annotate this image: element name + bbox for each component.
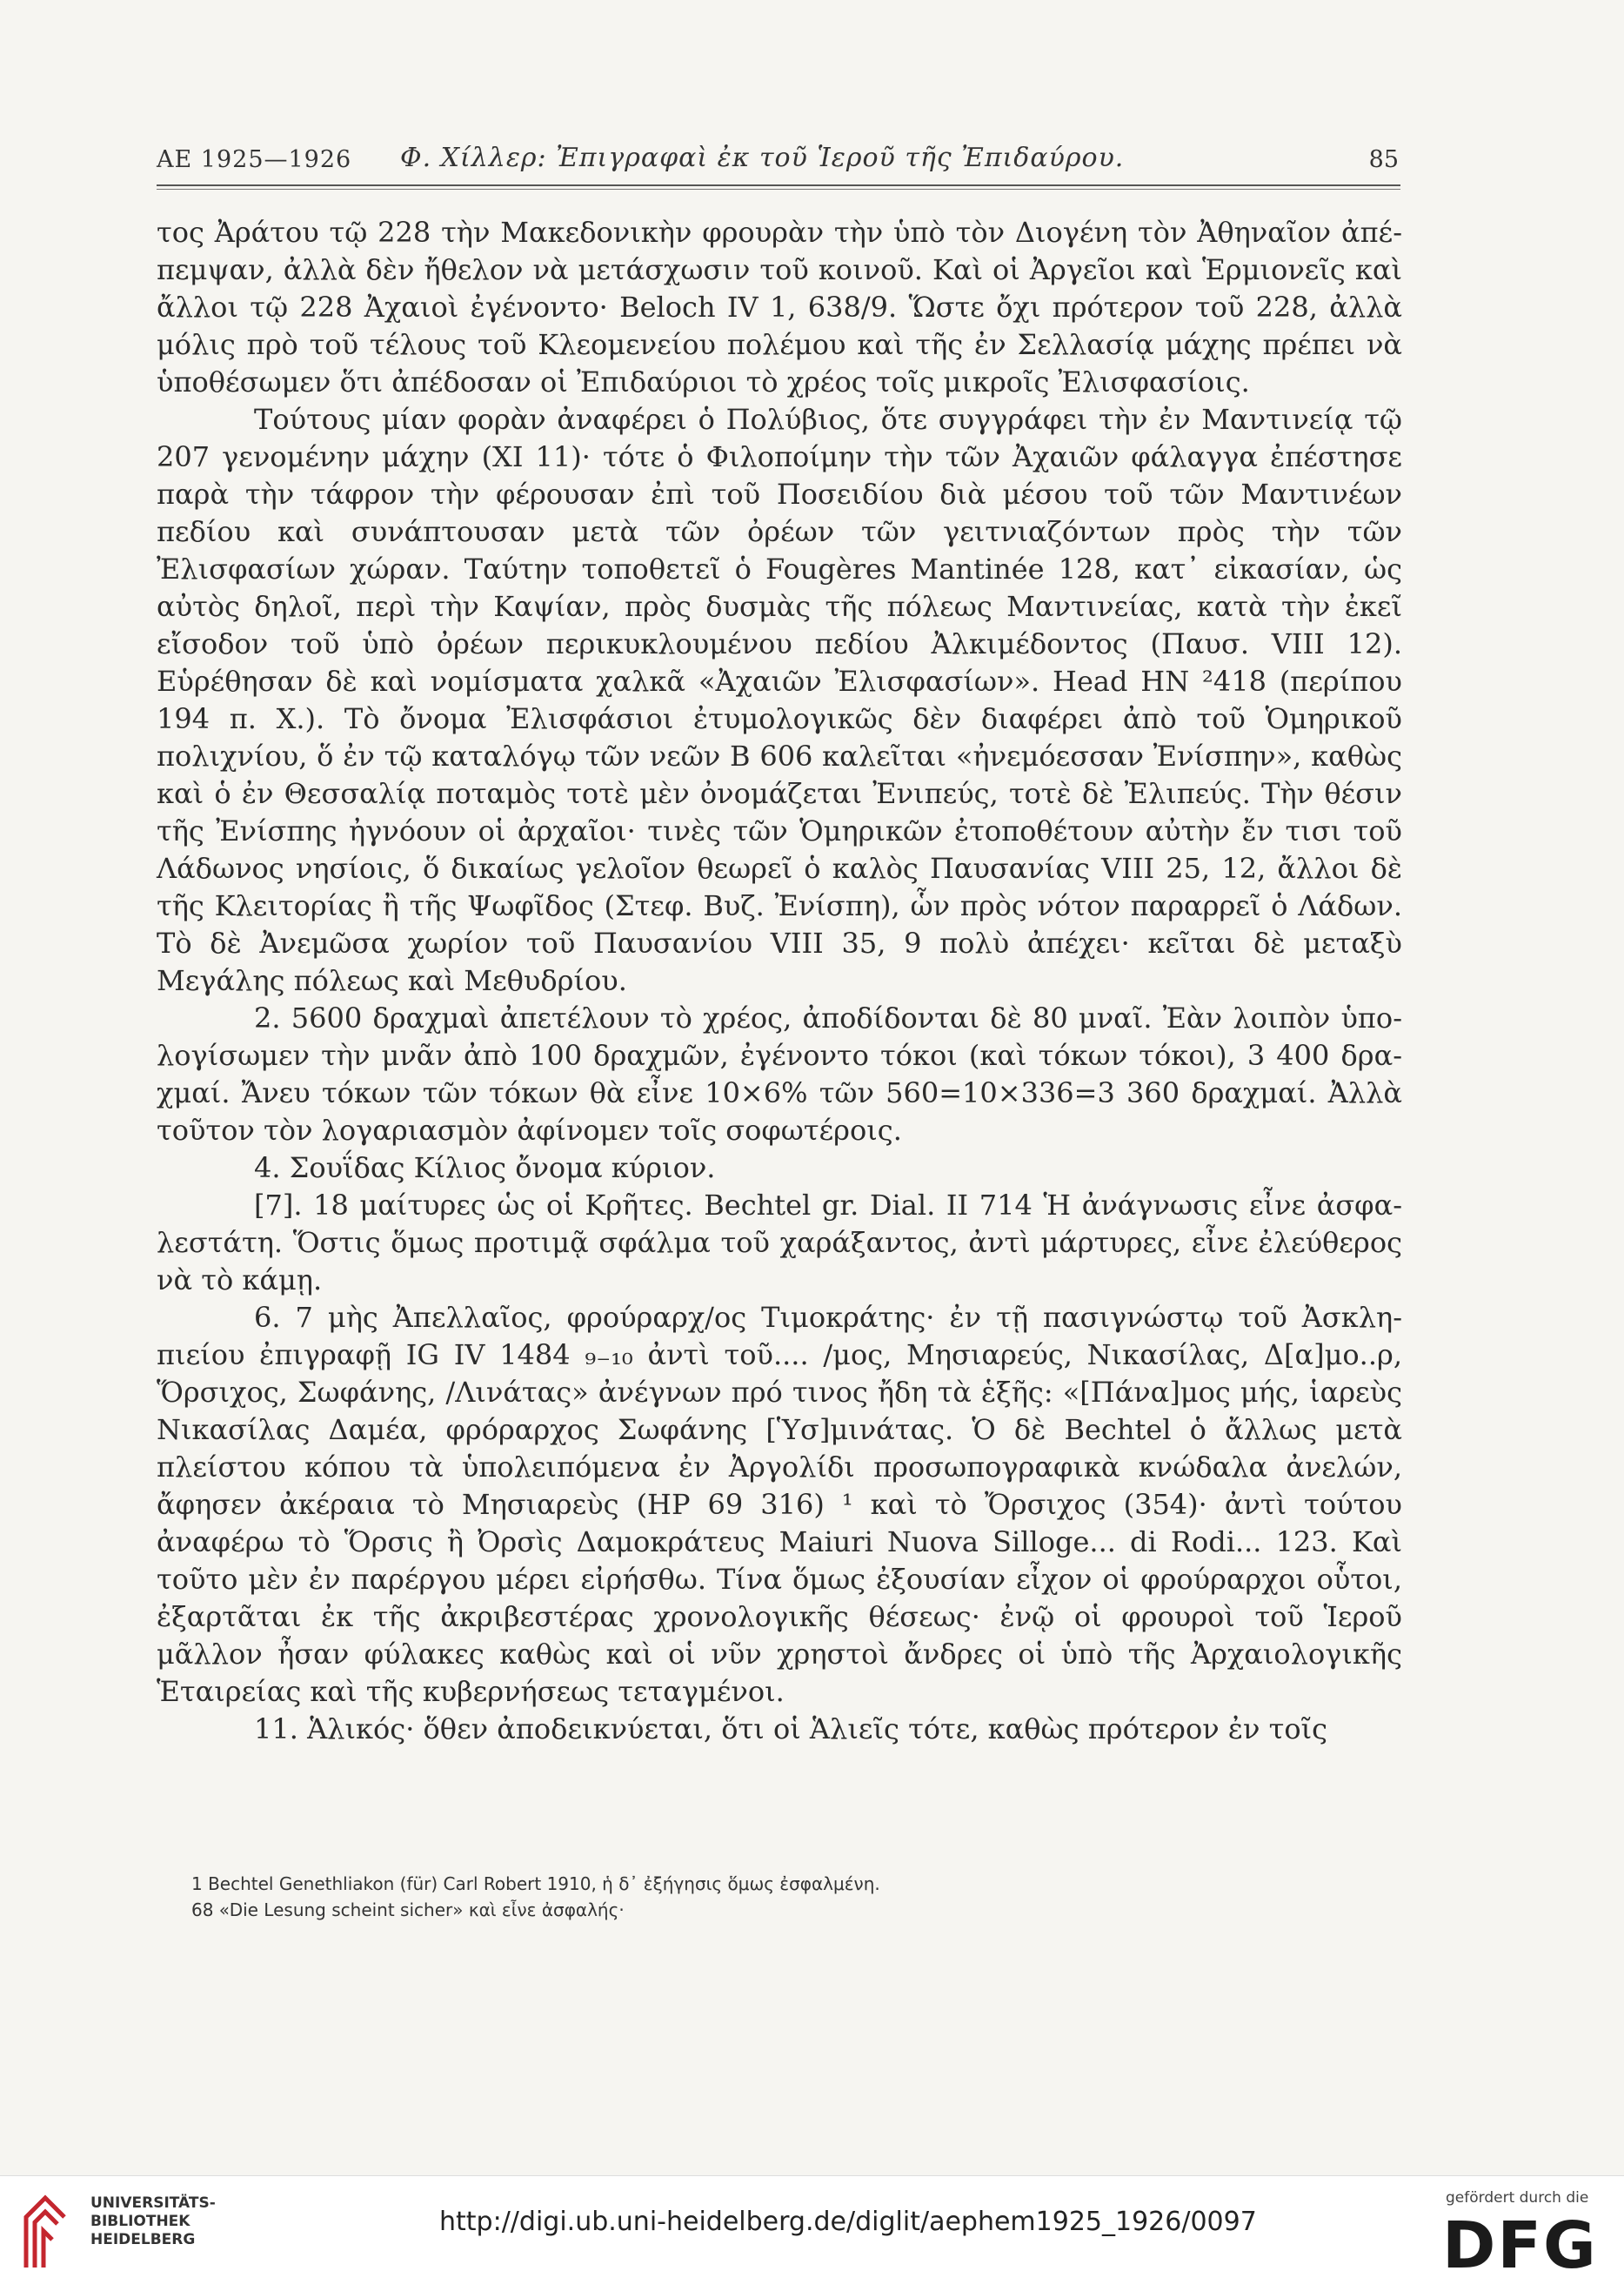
paragraph-6: 6. 7 μὴς Ἀπελλαῖος, φρούραρχ/ος Τιμοκράτης· ἐν τῇ πασιγνώστῳ τοῦ Ἀσκληπιείου ἐπιγραφῇ IG IV 1484 ₉₋₁₀ ἀντὶ τοῦ.... /μος, Μησιαρεύς, Νικασίλας, Δ[α]μο..ρ, Ὅρσιχος, Σωφάνης, /Λινάτας» ἀνέγνων πρό τινος ἤδη τὰ ἑξῆς: «[Πάνα]μος μής, ἱαρεὺς Νικασίλας Δαμέα, φρόραρχος Σωφάνης [Ὑσ]μινάτας. Ὁ δὲ Bechtel ὁ ἄλλως μετὰ πλείστου κόπου τὰ ὑπολειπόμενα ἐν Ἀργολίδι προσωπογραφικὰ κνώδαλα ἀνελών, ἄφησεν ἀκέραια τὸ Μησιαρεὺς (HP 69 316) ¹ καὶ τὸ Ὄρσιχος (354)· ἀντὶ τούτου ἀναφέρω τὸ Ὅρσις ἢ Ὀρσὶς Δαμοκράτευς Maiuri Nuova Silloge... di Rodi... 123. Καὶ τοῦτο μὲν ἐν παρέργου μέρει εἰρήσθω. Τίνα ὅμως ἐξουσίαν εἶχον οἱ φρούραρχοι οὗτοι, ἐξαρτᾶται ἐκ τῆς ἀκριβεστέρας χρονολογικῆς θέσεως· ἐνῷ οἱ φρουροὶ τοῦ Ἱεροῦ μᾶλλον ἦσαν φύλακες καθὼς καὶ οἱ νῦν χρηστοὶ ἄνδρες οἱ ὑπὸ τῆς Ἀρχαιολογικῆς Ἑταιρείας καὶ τῆς κυβερνήσεως τεταγμένοι. [157,1301,1402,1708]
footnote-2: 68 «Die Lesung scheint sicher» καὶ εἶνε ἀσφαλής· [191,1899,625,1920]
paragraph-2: Τούτους μίαν φορὰν ἀναφέρει ὁ Πολύβιος, ὅτε συγγράφει τὴν ἐν Μαντινείᾳ τῷ 207 γενομένην μάχην (XI 11)· τότε ὁ Φιλοποίμην τὴν τῶν Ἀχαιῶν φάλαγγα ἐπέστησε παρὰ τὴν τάφρον τὴν φέρουσαν ἐπὶ τοῦ Ποσειδίου διὰ μέσου τοῦ τῶν Μαντινέων πεδίου καὶ συνάπτουσαν μετὰ τῶν ὀρέων τῶν γειτνιαζόντων πρὸς τὴν τῶν Ἐλισφασίων χώραν. Ταύτην τοποθετεῖ ὁ Fougères Mantinée 128, κατ᾽ εἰκασίαν, ὡς αὐτὸς δηλοῖ, περὶ τὴν Καψίαν, πρὸς δυσμὰς τῆς πόλεως Μαντινείας, κατὰ τὴν ἐκεῖ εἴσοδον τοῦ ὑπὸ ὀρέων περικυκλουμένου πεδίου Ἀλκιμέδοντος (Παυσ. VIII 12). Εὑρέθησαν δὲ καὶ νομίσματα χαλκᾶ «Ἀχαιῶν Ἐλισφασίων». Head HN ²418 (περίπου 194 π. Χ.). Τὸ ὄνομα Ἐλισφάσιοι ἐτυμολογικῶς δὲν διαφέρει ἀπὸ τοῦ Ὁμηρικοῦ πολιχνίου, ὅ ἐν τῷ καταλόγῳ τῶν νεῶν Β 606 καλεῖται «ἠνεμόεσσαν Ἐνίσπην», καθὼς καὶ ὁ ἐν Θεσσαλίᾳ ποταμὸς τοτὲ μὲν ὀνομάζεται Ἐνιπεύς, τοτὲ δὲ Ἐλιπεύς. Τὴν θέσιν τῆς Ἐνίσπης ἠγνόουν οἱ ἀρχαῖοι· τινὲς τῶν Ὁμηρικῶν ἐτοποθέτουν αὐτὴν ἔν τισι τοῦ Λάδωνος νησίοις, ὅ δικαίως γελοῖον θεωρεῖ ὁ καλὸς Παυσανίας VIII 25, 12, ἄλλοι δὲ τῆς Κλειτορίας ἢ τῆς Ψωφῖδος (Στεφ. Βυζ. Ἐνίσπη), ὧν πρὸς νότον παραρρεῖ ὁ Λάδων. Τὸ δὲ Ἀνεμῶσα χωρίον τοῦ Παυσανίου VIII 35, 9 πολὺ ἀπέχει· κεῖται δὲ μεταξὺ Μεγάλης πόλεως καὶ Μεθυδρίου. [157,403,1402,997]
running-header [157,139,1407,183]
paragraph-3: 2. 5600 δραχμαὶ ἀπετέλουν τὸ χρέος, ἀποδίδονται δὲ 80 μναῖ. Ἐὰν λοιπὸν ὑπολογίσωμεν τὴν μνᾶν ἀπὸ 100 δραχμῶν, ἐγένοντο τόκοι (καὶ τόκων τόκοι), 3 400 δραχμαί. Ἄνευ τόκων τῶν τόκων θὰ εἶνε 10×6% τῶν 560=10×336=3 360 δραχμαί. Ἀλλὰ τοῦτον τὸν λογαριασμὸν ἀφίνομεν τοῖς σοφωτέροις. [157,1001,1402,1147]
header-rule [157,184,1400,190]
paragraph-5: [7]. 18 μαίτυρες ὡς οἱ Κρῆτες. Bechtel gr. Dial. II 714 Ἡ ἀνάγνωσις εἶνε ἀσφαλεστάτη. Ὅστις ὅμως προτιμᾷ σφάλμα τοῦ χαράξαντος, ἀντὶ μάρτυρες, εἶνε ἐλεύθερος νὰ τὸ κάμῃ. [157,1189,1402,1296]
library-name [90,2194,216,2249]
page-number: 85 [1368,146,1399,173]
paragraph-7: 11. Ἁλικός· ὅθεν ἀποδεικνύεται, ὅτι οἱ Ἁλιεῖς τότε, καθὼς πρότερον ἐν τοῖς [254,1712,1328,1745]
dfg-logo: DFG [1442,2208,1598,2283]
footnotes [191,1871,1392,1923]
university-library-logo-icon [19,2191,71,2271]
journal-volume: ΑΕ 1925—1926 [157,146,352,173]
paragraph-4: 4. Σουΐδας Κίλιος ὄνομα κύριον. [254,1151,716,1184]
paragraph-1: τος Ἀράτου τῷ 228 τὴν Μακεδονικὴν φρουρὰν τὴν ὑπὸ τὸν Διογένη τὸν Ἀθηναῖον ἀπέπεμψαν, ἀλλὰ δὲν ἤθελον νὰ μετάσχωσιν τοῦ κοινοῦ. Καὶ οἱ Ἀργεῖοι καὶ Ἑρμιονεῖς καὶ ἄλλοι τῷ 228 Ἀχαιοὶ ἐγένοντο· Beloch IV 1, 638/9. Ὥστε ὄχι πρότερον τοῦ 228, ἀλλὰ μόλις πρὸ τοῦ τέλους τοῦ Κλεομενείου πολέμου καὶ τῆς ἐν Σελλασίᾳ μάχης πρέπει νὰ ὑποθέσωμεν ὅτι ἀπέδοσαν οἱ Ἐπιδαύριοι τὸ χρέος τοῖς μικροῖς Ἐλισφασίοις. [157,216,1402,399]
body-text [157,214,1402,1748]
permalink-url[interactable]: http://digi.ub.uni-heidelberg.de/diglit/aephem1925_1926/0097 [439,2207,1257,2237]
library-name-line-2: BIBLIOTHEK [90,2213,190,2230]
funding-note: gefördert durch die [1446,2189,1589,2207]
library-name-line-3: HEIDELBERG [90,2231,196,2248]
library-name-line-1: UNIVERSITÄTS- [90,2194,216,2212]
footnote-1: 1 Bechtel Genethliakon (für) Carl Robert 1910, ἡ δ᾽ ἐξήγησις ὅμως ἐσφαλμένη. [191,1873,880,1894]
article-title: Φ. Χίλλερ: Ἐπιγραφαὶ ἐκ τοῦ Ἱεροῦ τῆς Ἐπιδαύρου. [400,143,1125,173]
